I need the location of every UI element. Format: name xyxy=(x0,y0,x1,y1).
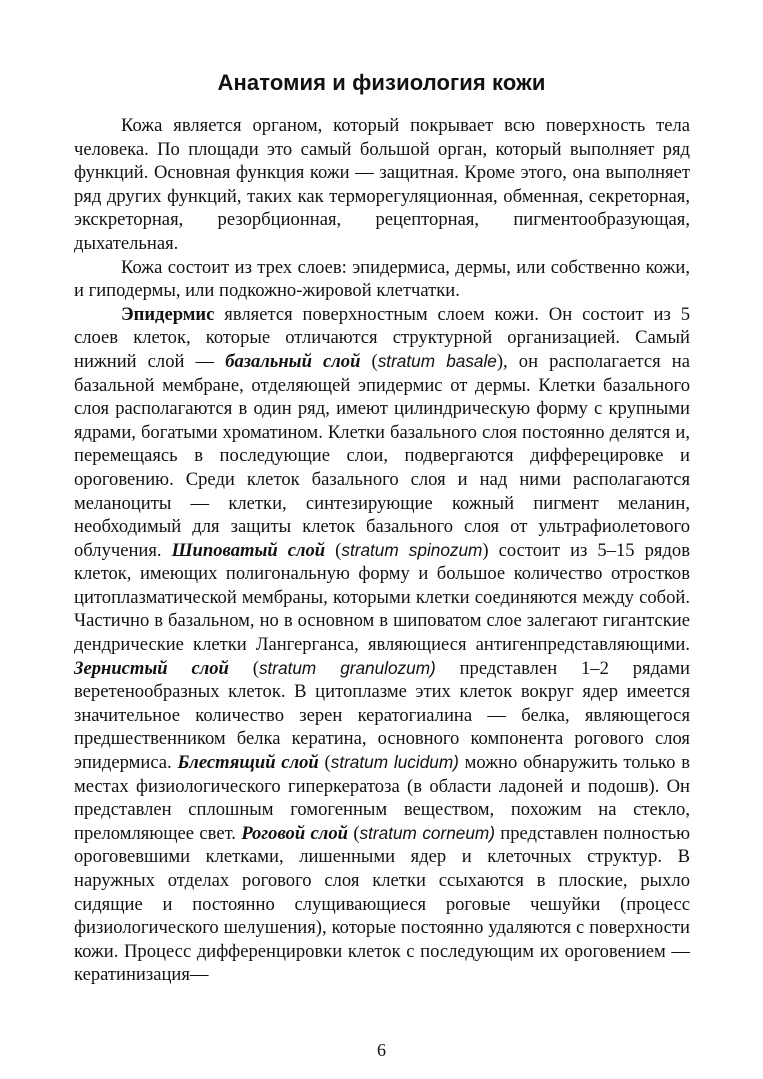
text-run: ( xyxy=(325,539,342,561)
paragraph-intro: Кожа является органом, который покрывает всю поверхность тела человека. По площади это самый большой орган, который выполняет ряд функций. Основная функция кожи — защитная. Кроме этого, она выполняет ряд других функций, таких как терморегуляционная, обменная, секреторная, экскреторная, резорбционная, рецепторная, пигментообразующая, дыхательная. xyxy=(74,115,690,254)
term-granular-layer: Зернистый слой xyxy=(74,657,229,679)
text-run: ) состоит из 5–15 рядов клеток, имеющих полигональную форму и большое количество отростков цитоплазматической мембраны, которыми клетки соединяются между собой. Частично в базальном, но в основном в шиповатом слое залегают гигантские дендрические клетки Лангерганса, являющиеся антигенпредставляющими. xyxy=(74,539,691,656)
latin-term: stratum lucidum) xyxy=(330,752,459,773)
page-number: 6 xyxy=(377,1040,386,1060)
text-run: ), он располагается на базальной мембране, отделяющей эпидермис от дермы. Клетки базального слоя располагаются в один ряд, имеют цилиндрическую форму с крупными ядрами, богатыми хроматином. Клетки базального слоя постоянно делятся и, перемещаясь в последующие слои, подвергаются дифферецировке и ороговению. Среди клеток базального слоя и над ними располагаются меланоциты — клетки, синтезирующие кожный пигмент меланин, необходимый для защиты клеток базального слоя от ультрафиолетового облучения. xyxy=(74,350,690,561)
body-text xyxy=(74,114,690,987)
text-run: ( xyxy=(360,350,378,372)
text-run: ( xyxy=(318,752,331,774)
term-spinous-layer: Шиповатый слой xyxy=(171,539,326,561)
text-run: можно обнаружить только в местах физиологического гиперкератоза (в области ладоней и подошв). Он представлен сплошным гомогенным веществом, похожим на стекло, преломляющее свет. xyxy=(74,752,690,844)
term-horny-layer: Роговой слой xyxy=(241,822,348,844)
latin-term: stratum spinozum xyxy=(341,539,483,560)
term-basal-layer: базальный слой xyxy=(225,350,361,372)
page-title: Анатомия и физиология кожи xyxy=(217,70,546,95)
term-epidermis: Эпидермис xyxy=(121,303,215,325)
latin-term: stratum basale xyxy=(377,350,497,371)
text-run: ( xyxy=(228,657,259,679)
latin-term: stratum granulozum) xyxy=(258,657,436,678)
text-run: представлен 1–2 рядами веретенообразных клеток. В цитоплазме этих клеток вокруг ядер имеется значительное количество зерен кератогиалина — белка, являющегося предшественником белка кератина, основного компонента рогового слоя эпидермиса. xyxy=(74,657,690,774)
paragraph-layers: Кожа состоит из трех слоев: эпидермиса, дермы, или собственно кожи, и гиподермы, или подкожно-жировой клетчатки. xyxy=(74,256,690,302)
text-run: является поверхностным слоем кожи. Он состоит из 5 слоев клеток, которые отличаются структурной организацией. Самый нижний слой — xyxy=(74,303,690,372)
term-lucid-layer: Блестящий слой xyxy=(177,752,319,774)
paragraph-epidermis xyxy=(74,303,690,987)
text-run: ( xyxy=(347,822,360,844)
text-run: представлен полностью ороговевшими клетками, лишенными ядер и клеточных структур. В наружных отделах рогового слоя клетки ссыхаются в плоские, рыхло сидящие и постоянно слущивающиеся роговые чешуйки (процесс физиологического шелушения), которые постоянно удаляются с поверхности кожи. Процесс дифференцировки клеток с последующим их ороговением — кератинизация— xyxy=(74,822,690,986)
latin-term: stratum corneum) xyxy=(359,822,495,843)
